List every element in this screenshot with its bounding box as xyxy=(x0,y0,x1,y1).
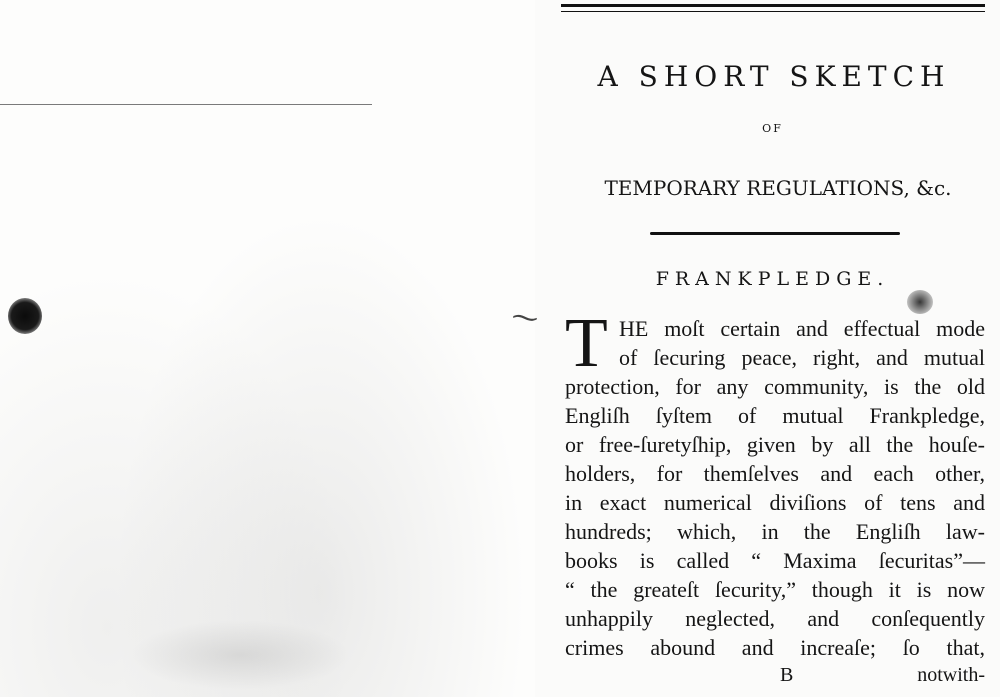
printed-right-page xyxy=(545,0,1000,697)
body-line: “ the greateſt ſecurity,” though it is now xyxy=(565,577,985,602)
body-line: of ſecuring peace, right, and mutual xyxy=(619,345,985,370)
section-heading: FRANKPLEDGE. xyxy=(655,268,890,290)
body-line: Engliſh ſyſtem of mutual Frankpledge, xyxy=(565,403,985,428)
catchword: notwith- xyxy=(917,664,985,686)
section-rule xyxy=(650,232,900,235)
drop-cap: T xyxy=(565,305,608,382)
ink-spot xyxy=(907,290,933,314)
page-title: A SHORT SKETCH xyxy=(597,60,951,93)
page-subtitle: TEMPORARY REGULATIONS, &c. xyxy=(604,176,952,200)
body-line: crimes abound and increaſe; ſo that, xyxy=(565,635,985,660)
body-line: unhappily neglected, and conſequently xyxy=(565,606,985,631)
top-double-rule xyxy=(561,4,985,12)
footer-line xyxy=(780,664,985,687)
signature-mark: B xyxy=(780,664,794,686)
body-line: books is called “ Maxima ſecuritas”— xyxy=(565,548,985,573)
body-line: protection, for any community, is the old xyxy=(565,374,985,399)
ink-blot xyxy=(8,298,42,334)
page-stain xyxy=(130,620,350,690)
body-line: holders, for themſelves and each other, xyxy=(565,461,985,486)
title-connector: OF xyxy=(762,122,783,135)
body-line: hundreds; which, in the Engliſh law- xyxy=(565,519,985,544)
body-line: HE moſt certain and effectual mode xyxy=(619,316,985,341)
left-page-rule xyxy=(0,104,372,105)
body-paragraph xyxy=(565,305,985,662)
body-line: in exact numerical diviſions of tens and xyxy=(565,490,985,515)
pencil-mark: ⁓ xyxy=(509,300,541,336)
body-line: or free-ſuretyſhip, given by all the houſe- xyxy=(565,432,985,457)
